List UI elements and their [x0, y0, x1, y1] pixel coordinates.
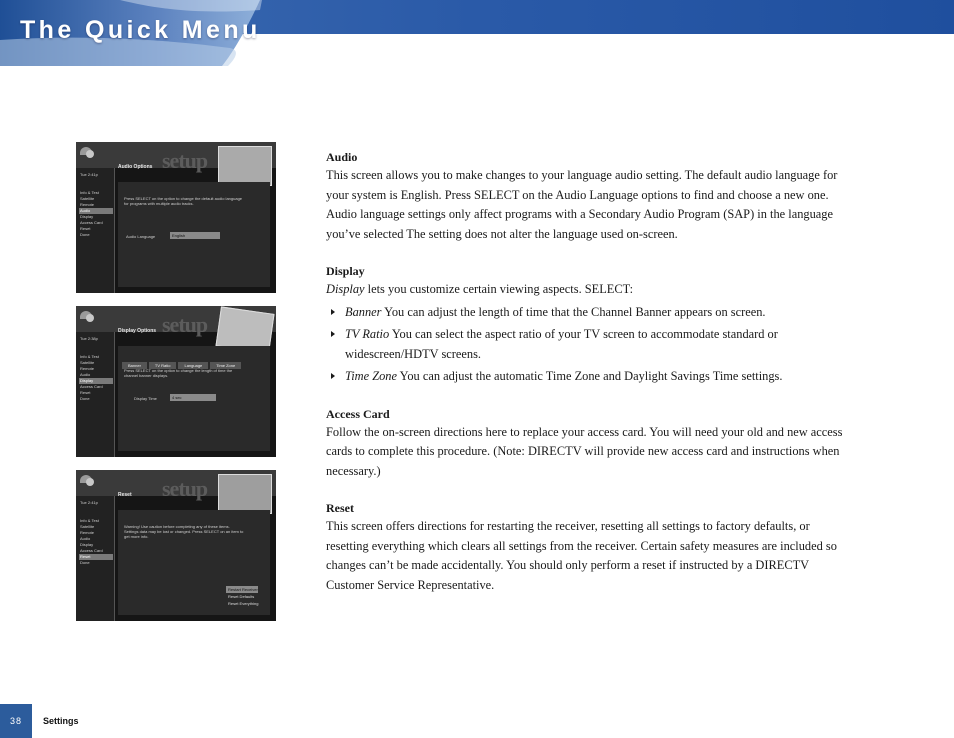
menu-item: Info & Test	[80, 190, 99, 195]
menu-item: Reset	[80, 390, 91, 395]
display-intro	[326, 280, 846, 300]
display-bullet-banner	[326, 303, 846, 323]
audio-heading: Audio	[326, 150, 358, 164]
tab-time-zone: Time Zone	[210, 362, 241, 369]
menu-item: Remote	[80, 202, 95, 207]
reset-screenshot	[76, 470, 276, 621]
screen-title: Reset	[118, 492, 132, 498]
audio-section	[326, 148, 846, 244]
tab-banner: Banner	[122, 362, 147, 369]
menu-item: Done	[80, 560, 90, 565]
page-number: 38	[0, 704, 32, 738]
field-value: English	[170, 232, 220, 239]
setup-watermark: setup	[162, 312, 208, 337]
screen-title: Audio Options	[118, 164, 153, 170]
bullet-text: You can select the aspect ratio of your TV screen to accommodate standard or widescreen/HDTV screens.	[345, 327, 778, 361]
field-label: Display Time	[134, 396, 157, 401]
clock-time: Tue 2:38p	[80, 336, 98, 341]
screen-instructions: Warning! Use caution before completing any of these items. Settings data may be lost or changed. Press SELECT on an item to get more info.	[124, 524, 244, 539]
field-value: 4 sec	[170, 394, 216, 401]
menu-item: Access Card	[80, 220, 103, 225]
menu-item: Display	[80, 542, 94, 547]
directv-logo-icon	[80, 147, 94, 159]
directv-logo-icon	[80, 475, 94, 487]
menu-item: Info & Test	[80, 354, 99, 359]
reset-option: Restart Receiver	[228, 587, 258, 592]
audio-options-screenshot	[76, 142, 276, 293]
setup-menu	[79, 190, 113, 238]
screen-instructions: Press SELECT on the option to change the length of time the channel banner displays.	[124, 368, 233, 378]
arrow-right-icon	[331, 331, 335, 337]
menu-item: Satellite	[80, 524, 95, 529]
clock-time: Tue 2:41p	[80, 172, 98, 177]
menu-item: Audio	[80, 372, 91, 377]
video-thumbnail	[218, 146, 272, 186]
tab-language: Language	[178, 362, 208, 369]
setup-menu	[79, 354, 113, 402]
audio-body: This screen allows you to make changes to your language audio setting. The default audio language for your system is English. Press SELECT on the Audio Language options to find and choose a new one. Audio language settings only affect programs with a Secondary Audio Program (SAP) in the language you’ve selected The setting does not alter the language used on-screen.	[326, 168, 838, 241]
arrow-right-icon	[331, 373, 335, 379]
display-bullet-time-zone	[326, 367, 846, 387]
menu-item: Done	[80, 396, 90, 401]
page-title: The Quick Menu	[20, 16, 261, 44]
reset-heading: Reset	[326, 501, 354, 515]
menu-item: Access Card	[80, 384, 103, 389]
display-intro-term: Display	[326, 282, 365, 296]
access-card-section	[326, 405, 846, 482]
menu-item: Satellite	[80, 360, 95, 365]
menu-item-selected: Reset	[79, 554, 113, 560]
clock-time: Tue 2:41p	[80, 500, 98, 505]
tab-tv-ratio: TV Ratio	[149, 362, 177, 369]
bullet-text: You can adjust the automatic Time Zone and Daylight Savings Time settings.	[396, 369, 783, 383]
bullet-term: TV Ratio	[345, 327, 390, 341]
reset-option: Reset Defaults	[228, 594, 255, 599]
menu-item: Info & Test	[80, 518, 99, 523]
reset-option: Reset Everything	[228, 601, 259, 606]
display-options-screenshot	[76, 306, 276, 457]
menu-item-selected: Audio	[79, 208, 113, 214]
menu-item: Remote	[80, 530, 95, 535]
bullet-term: Time Zone	[345, 369, 397, 383]
menu-item: Display	[80, 214, 94, 219]
bullet-term: Banner	[345, 304, 382, 319]
arrow-right-icon	[331, 309, 335, 315]
menu-item: Satellite	[80, 196, 95, 201]
display-heading: Display	[326, 264, 365, 278]
main-content	[326, 148, 846, 613]
field-label: Audio Language	[126, 234, 156, 239]
reset-section	[326, 499, 846, 595]
video-thumbnail	[218, 474, 272, 514]
access-card-heading: Access Card	[326, 406, 390, 421]
directv-logo-icon	[80, 311, 94, 323]
screen-instructions: Press SELECT on the option to change the default audio language for programs with multiple audio tracks.	[124, 196, 243, 206]
setup-watermark: setup	[162, 476, 208, 501]
menu-item: Remote	[80, 366, 95, 371]
menu-item: Reset	[80, 226, 91, 231]
menu-item: Audio	[80, 536, 91, 541]
bullet-text: You can adjust the length of time that the Channel Banner appears on screen.	[381, 304, 766, 319]
display-section	[326, 262, 846, 387]
reset-body: This screen offers directions for restarting the receiver, resetting all settings to factory defaults, or resetting everything which clears all settings from the receiver. Certain safety measures are included so changes can’t be made accidentally. You should only perform a reset if instructed by a DIRECTV Customer Service Representative.	[326, 519, 837, 592]
setup-watermark: setup	[162, 148, 208, 173]
menu-item: Access Card	[80, 548, 103, 553]
setup-menu	[79, 518, 113, 566]
reset-options	[226, 586, 258, 607]
access-card-body: Follow the on-screen directions here to replace your access card. You will need your old and new access cards to complete this procedure. (Note: DIRECTV will provide new access card and instructions when necessary.)	[326, 424, 843, 478]
display-intro-text: lets you customize certain viewing aspects. SELECT:	[364, 282, 634, 296]
section-label: Settings	[43, 716, 79, 726]
screen-title: Display Options	[118, 328, 157, 334]
menu-item: Done	[80, 232, 90, 237]
display-bullet-tv-ratio	[326, 325, 846, 364]
menu-item-selected: Display	[79, 378, 113, 384]
